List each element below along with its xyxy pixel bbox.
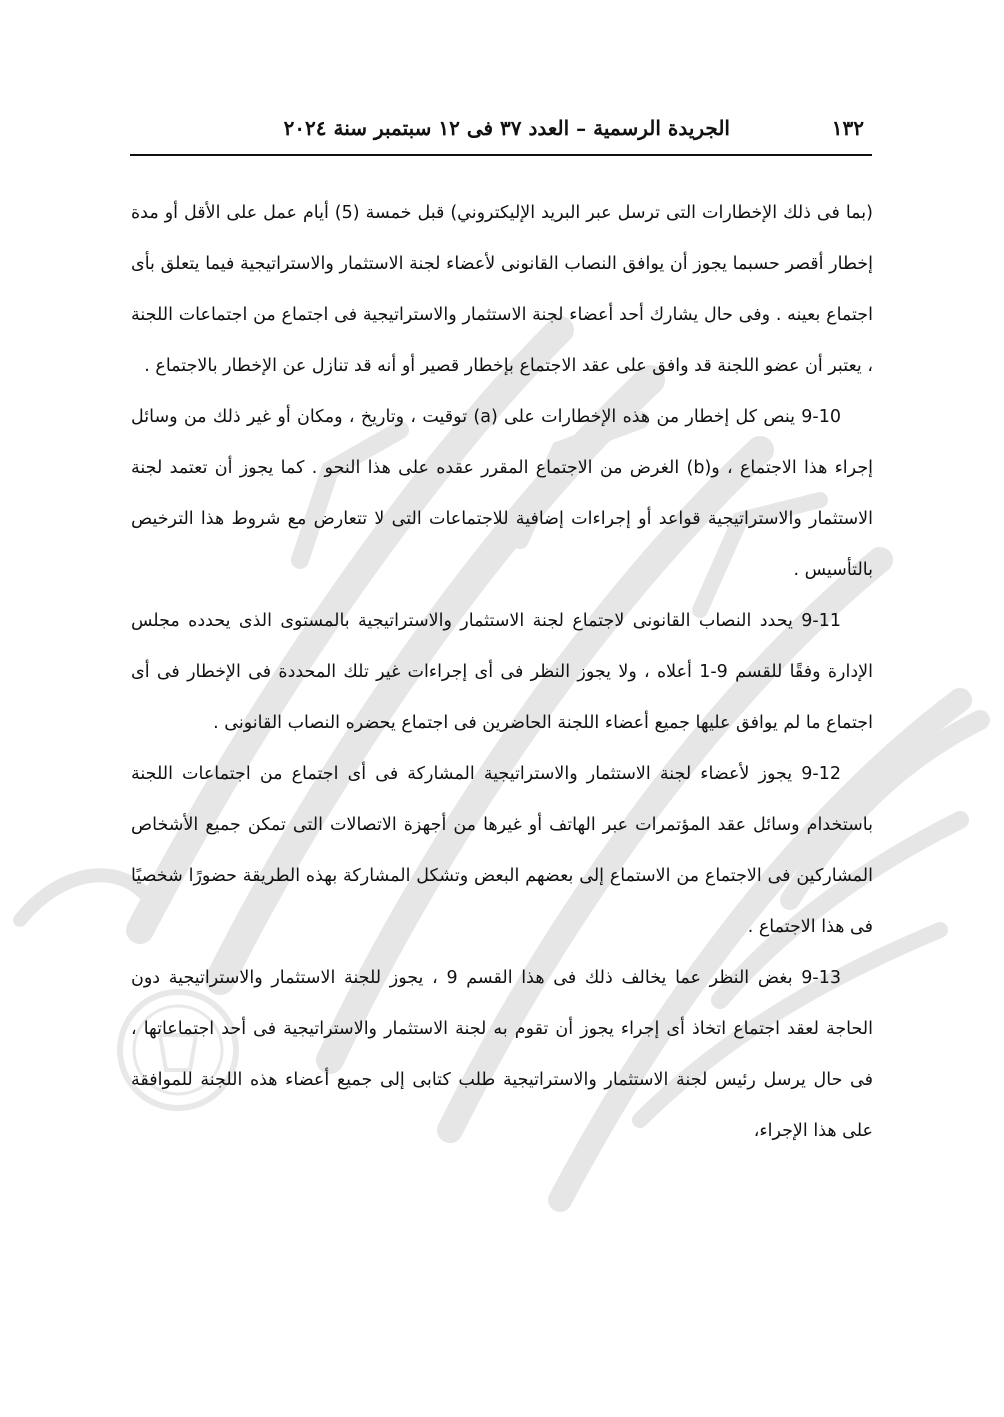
paragraph-section-9-13: 9-13 بغض النظر عما يخالف ذلك فى هذا القسم 9 ، يجوز للجنة الاستثمار والاستراتيجية دون الحاجة لعقد اجتماع اتخاذ أى إجراء يجوز أن تقوم به لجنة الاستثمار والاستراتيجية فى أحد اجتماعاتها ، فى حال يرسل رئيس لجنة الاستثمار والاستراتيجية طلب كتابى إلى جميع أعضاء هذه اللجنة للموافقة على هذا الإجراء، [131, 968, 873, 1141]
paragraph-section-9-11: 9-11 يحدد النصاب القانونى لاجتماع لجنة الاستثمار والاستراتيجية بالمستوى الذى يحدده مجلس الإدارة وفقًا للقسم 9-1 أعلاه ، ولا يجوز النظر فى أى إجراءات غير تلك المحددة فى الإخطار فى أى اجتماع ما لم يوافق عليها جميع أعضاء اللجنة الحاضرين فى اجتماع يحضره النصاب القانونى . [131, 611, 874, 733]
page-number: ١٣٢ [831, 116, 864, 140]
paragraph-section-9-10: 9-10 ينص كل إخطار من هذه الإخطارات على (a) توقيت ، وتاريخ ، ومكان أو غير ذلك من وسائل إجراء هذا الاجتماع ، و(b) الغرض من الاجتماع المقرر عقده على هذا النحو . كما يجوز أن تعتمد لجنة الاستثمار والاستراتيجية قواعد أو إجراءات إضافية للاجتماعات التى لا تتعارض مع شروط هذا الترخيص بالتأسيس . [131, 407, 873, 580]
header-divider [130, 154, 872, 156]
paragraph-continuation: (بما فى ذلك الإخطارات التى ترسل عبر البريد الإليكتروني) قبل خمسة (5) أيام عمل على الأقل أو مدة إخطار أقصر حسبما يجوز أن يوافق النصاب القانونى لأعضاء لجنة الاستثمار والاستراتيجية فيما يتعلق بأى اجتماع بعينه . وفى حال يشارك أحد أعضاء لجنة الاستثمار والاستراتيجية فى اجتماع من اجتماعات اللجنة ، يعتبر أن عضو اللجنة قد وافق على عقد الاجتماع بإخطار قصير أو أنه قد تنازل عن الإخطار بالاجتماع . [131, 203, 873, 376]
document-body [131, 188, 873, 1157]
gazette-header-title: الجريدة الرسمية – العدد ٣٧ فى ١٢ سبتمبر سنة ٢٠٢٤ [283, 116, 730, 140]
paragraph-section-9-12: 9-12 يجوز لأعضاء لجنة الاستثمار والاستراتيجية المشاركة فى أى اجتماع من اجتماعات اللجنة باستخدام وسائل عقد المؤتمرات عبر الهاتف أو غيرها من أجهزة الاتصالات التى تمكن جميع الأشخاص المشاركين فى الاجتماع من الاستماع إلى بعضهم البعض وتشكل المشاركة بهذه الطريقة حضورًا شخصيًا فى هذا الاجتماع . [131, 764, 873, 937]
page-header [130, 112, 872, 148]
